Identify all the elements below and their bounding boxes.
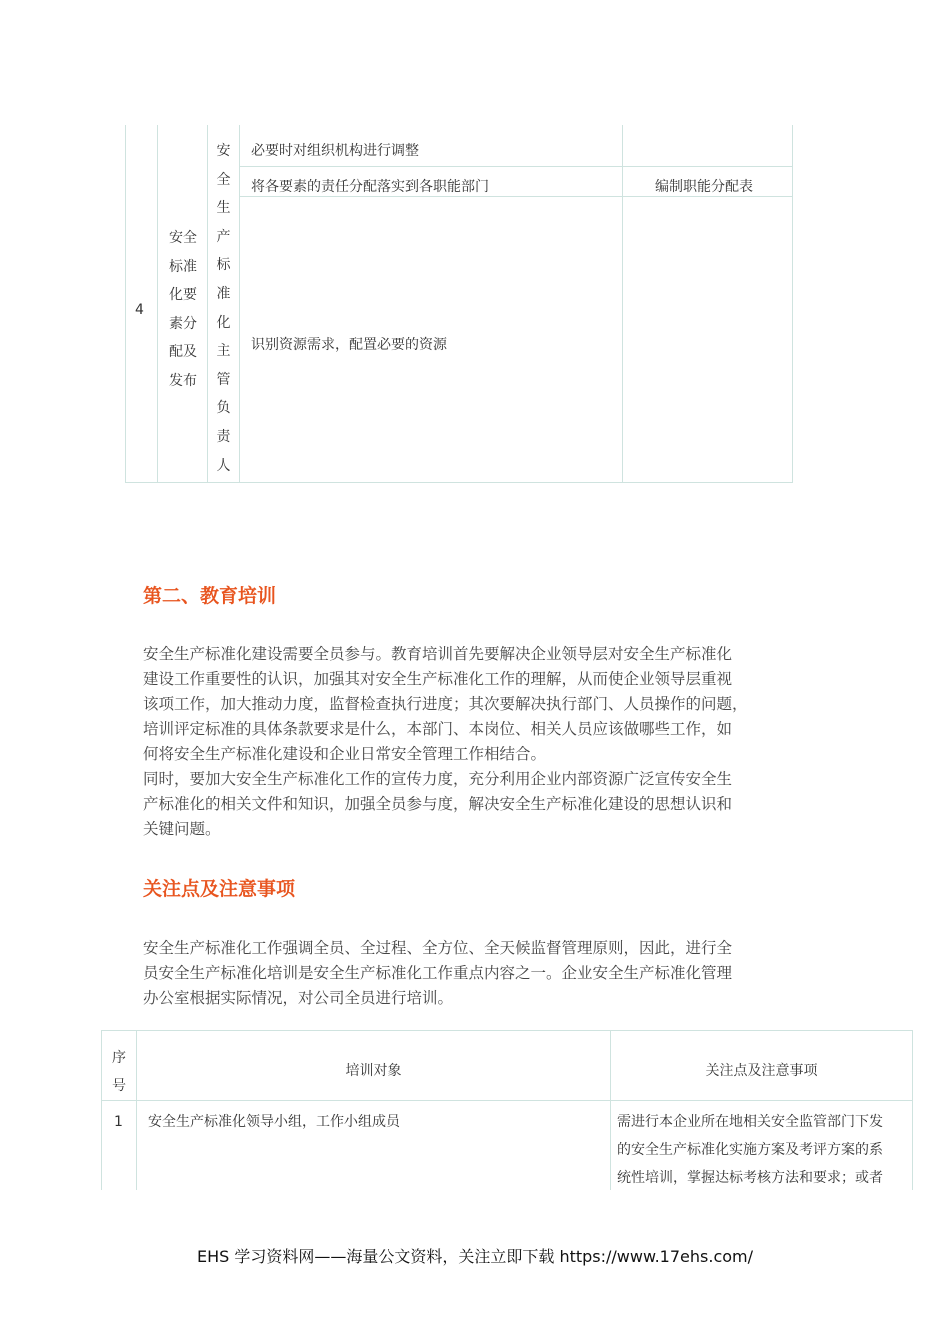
element-allocation-table (125, 125, 793, 483)
table-divider (610, 1030, 611, 1190)
role-char: 管 (216, 371, 231, 388)
row-target: 安全生产标准化领导小组，工作小组成员 (148, 1114, 400, 1130)
footer-text: EHS 学习资料网——海量公文资料，关注立即下载 https://www.17ehs.com/ (196, 1247, 754, 1266)
paragraph-line: 关键问题。 (143, 820, 221, 838)
paragraph-line: 何将安全生产标准化建设和企业日常安全管理工作相结合。 (143, 745, 547, 763)
task-cell: 将各要素的责任分配落实到各职能部门 (251, 179, 489, 195)
header-seq: 序 (112, 1050, 126, 1066)
table-border (101, 1030, 913, 1031)
category-text: 配及 (169, 344, 197, 361)
category-text: 标准 (169, 258, 197, 275)
paragraph-line: 安全生产标准化工作强调全员、全过程、全方位、全天候监督管理原则，因此，进行全 (143, 939, 733, 957)
row-notes-line: 的安全生产标准化实施方案及考评方案的系 (617, 1142, 883, 1158)
role-char: 标 (216, 257, 231, 274)
output-cell: 编制职能分配表 (655, 179, 753, 195)
category-text: 素分 (169, 315, 197, 332)
role-char: 人 (216, 457, 231, 474)
paragraph-line: 办公室根据实际情况，对公司全员进行培训。 (143, 989, 454, 1007)
notes-paragraph (143, 936, 811, 1011)
role-char: 责 (216, 428, 231, 445)
paragraph-line: 同时，要加大安全生产标准化工作的宣传力度，充分利用企业内部资源广泛宣传安全生 (143, 770, 733, 788)
role-char: 生 (216, 200, 231, 217)
header-seq: 号 (112, 1078, 126, 1094)
role-char: 全 (216, 171, 231, 188)
role-char: 产 (216, 228, 231, 245)
table-border (912, 1030, 913, 1190)
paragraph-line: 该项工作，加大推动力度，监督检查执行进度；其次要解决执行部门、人员操作的问题， (143, 695, 748, 713)
table-divider (136, 1030, 137, 1190)
category-cell (158, 224, 208, 396)
training-paragraph (143, 642, 811, 842)
role-char: 安 (216, 143, 231, 159)
table-divider (239, 125, 240, 483)
row-seq: 1 (114, 1114, 123, 1130)
row-number: 4 (135, 302, 144, 318)
table-border (125, 125, 126, 483)
category-text: 安全 (169, 230, 197, 246)
header-target: 培训对象 (345, 1063, 402, 1079)
training-table (101, 1030, 913, 1190)
paragraph-line: 安全生产标准化建设需要全员参与。教育培训首先要解决企业领导层对安全生产标准化 (143, 645, 733, 663)
category-text: 化要 (169, 287, 197, 304)
row-notes-line: 统性培训，掌握达标考核方法和要求；或者 (617, 1170, 883, 1186)
role-char: 主 (216, 343, 231, 360)
role-char: 负 (216, 400, 231, 417)
section-heading-training: 第二、教育培训 (143, 585, 277, 607)
task-cell: 必要时对组织机构进行调整 (251, 143, 419, 159)
category-text: 发布 (169, 372, 197, 389)
role-char: 化 (216, 314, 231, 331)
paragraph-line: 员安全生产标准化培训是安全生产标准化工作重点内容之一。企业安全生产标准化管理 (143, 964, 733, 982)
row-notes-line: 需进行本企业所在地相关安全监管部门下发 (617, 1114, 883, 1130)
paragraph-line: 培训评定标准的具体条款要求是什么，本部门、本岗位、相关人员应该做哪些工作，如 (143, 720, 733, 738)
section-heading-notes: 关注点及注意事项 (143, 878, 296, 900)
role-char: 准 (216, 285, 231, 302)
table-border (101, 1030, 102, 1190)
table-border (792, 125, 793, 483)
table-divider (622, 125, 623, 483)
task-cell: 识别资源需求，配置必要的资源 (251, 337, 447, 353)
table-divider (239, 166, 793, 167)
paragraph-line: 产标准化的相关文件和知识，加强全员参与度，解决安全生产标准化建设的思想认识和 (143, 795, 733, 813)
paragraph-line: 建设工作重要性的认识，加强其对安全生产标准化工作的理解，从而使企业领导层重视 (143, 670, 733, 688)
role-cell (208, 137, 239, 480)
header-notes: 关注点及注意事项 (705, 1063, 818, 1079)
table-border (125, 482, 793, 483)
table-divider (101, 1100, 913, 1101)
